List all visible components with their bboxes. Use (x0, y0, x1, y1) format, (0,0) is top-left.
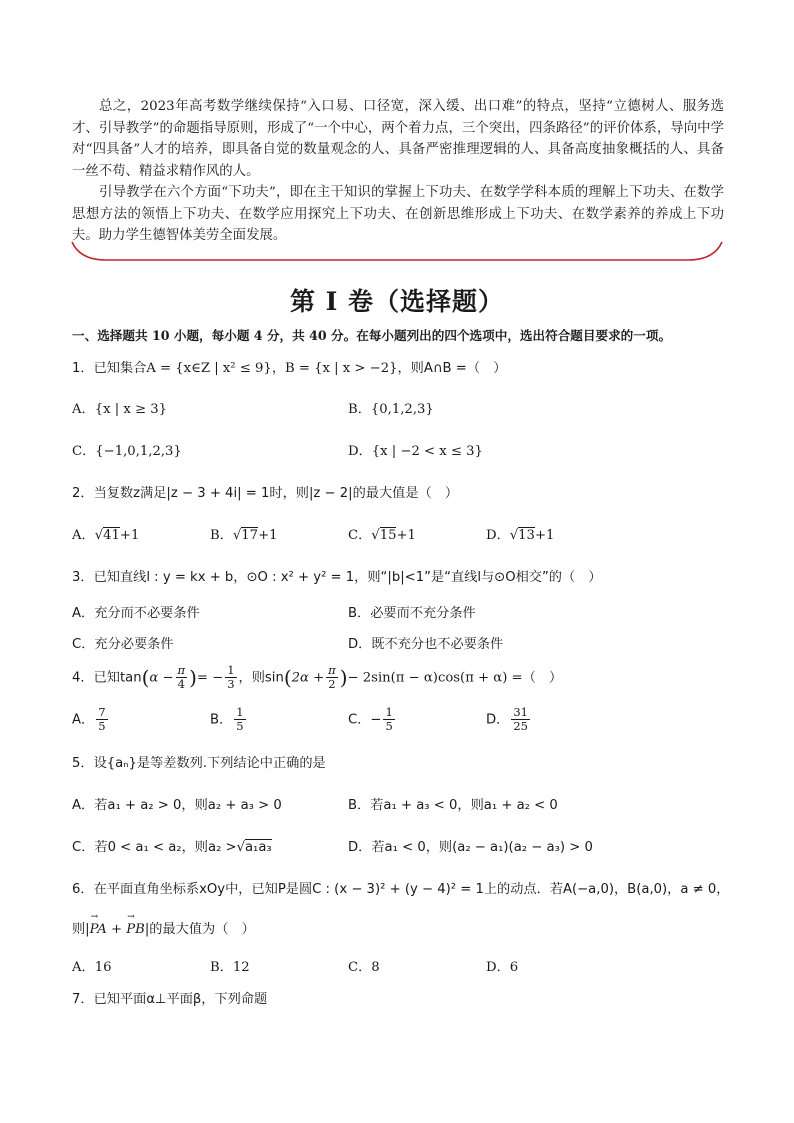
question-1-option-d[interactable]: D．{x | −2 < x ≤ 3} (348, 444, 483, 459)
question-1-option-b[interactable]: B．{0,1,2,3} (348, 402, 434, 417)
question-1-tail: ，则A∩B =（ ） (397, 361, 507, 376)
question-4-option-d[interactable]: D． $\frac{31}{25}$ (486, 705, 528, 733)
question-4: 4．已知tan(α − $\frac{\pi}{4}$ )= − $\frac{1}{3}$ ，则sin(2α + $\frac{\pi}{2}$ )− 2sin(π − α)cos(π + α) =（ ） (72, 663, 563, 691)
question-5-option-b[interactable]: B．若a₁ + a₃ < 0，则a₁ + a₂ < 0 (348, 798, 558, 813)
intro-paragraph-2: 引导教学在六个方面“下功夫”，即在主干知识的掌握上下功夫、在数学学科本质的理解上下功夫、在数学思想方法的领悟上下功夫、在数学应用探究上下功夫、在创新思维形成上下功夫、在数学素养的养成上下功夫。助力学生德智体美劳全面发展。 (72, 185, 724, 243)
question-2-option-d[interactable]: D．√13+1 (486, 528, 555, 543)
question-6-option-a[interactable]: A．16 (72, 960, 112, 975)
question-6-line-2: 则|→ PA + → PB|的最大值为（ ） (72, 918, 732, 937)
question-6-option-d[interactable]: D．6 (486, 960, 519, 975)
question-6-line-1: 6．在平面直角坐标系xOy中，已知P是圆C : (x − 3)² + (y − 4)² = 1上的动点．若A(−a,0)，B(a,0)，a ≠ 0， (72, 882, 730, 897)
question-6-option-b[interactable]: B．12 (210, 960, 250, 975)
question-2-option-c[interactable]: C．√15+1 (348, 528, 416, 543)
question-1-set-b: ，B = {x | x > −2} (271, 361, 398, 376)
section-title: 第 I 卷（选择题） (289, 287, 505, 316)
question-2: 2．当复数z满足|z − 3 + 4i| = 1时，则|z − 2|的最大值是（ ） (72, 486, 459, 501)
question-3-option-d[interactable]: D．既不充分也不必要条件 (348, 637, 504, 652)
question-1-option-c[interactable]: C．{−1,0,1,2,3} (72, 444, 182, 459)
intro-paragraph-1: 总之，2023年高考数学继续保持“入口易、口径宽，深入缓、出口难”的特点，坚持“立德树人、服务选才、引导教学”的命题指导原则，形成了“一个中心，两个着力点，三个突出，四条路径”的评价体系，导向中学对“四具备”人才的培养，即具备自觉的数量观念的人、具备严密推理逻辑的人、具备高度抽象概括的人、具备一丝不苟、精益求精作风的人。 (72, 99, 724, 179)
question-2-option-b[interactable]: B．√17+1 (210, 528, 278, 543)
question-3-option-a[interactable]: A．充分而不必要条件 (72, 606, 200, 621)
question-3-option-b[interactable]: B．必要而不充分条件 (348, 606, 476, 621)
question-1-set-a: A = {x∈Z | x² ≤ 9} (146, 361, 272, 376)
question-1-lead: 1．已知集合 (72, 361, 147, 376)
question-5-option-c[interactable]: C．若0 < a₁ < a₂，则a₂ >√a₁a₃ (72, 840, 272, 855)
question-6-option-c[interactable]: C．8 (348, 960, 380, 975)
question-1-option-a[interactable]: A．{x | x ≥ 3} (72, 402, 168, 417)
question-3-option-c[interactable]: C．充分必要条件 (72, 637, 174, 652)
question-4-option-a[interactable]: A． $\frac{7}{5}$ (72, 705, 106, 733)
question-5: 5．设{aₙ}是等差数列.下列结论中正确的是 (72, 756, 326, 771)
intro-text (72, 96, 724, 247)
question-3: 3．已知直线l : y = kx + b，⊙O : x² + y² = 1，则“|b|<1”是“直线l与⊙O相交”的（ ） (72, 570, 602, 585)
question-7: 7．已知平面α⊥平面β，下列命题 (72, 992, 268, 1007)
question-4-option-b[interactable]: B． $\frac{1}{5}$ (210, 705, 244, 733)
question-2-option-a[interactable]: A．√41+1 (72, 528, 140, 543)
question-1 (72, 357, 732, 376)
decorative-divider (66, 236, 728, 266)
question-5-option-a[interactable]: A．若a₁ + a₂ > 0，则a₂ + a₃ > 0 (72, 798, 282, 813)
question-5-option-d[interactable]: D．若a₁ < 0，则(a₂ − a₁)(a₂ − a₃) > 0 (348, 840, 593, 855)
section-instruction: 一、选择题共 10 小题，每小题 4 分，共 40 分。在每小题列出的四个选项中，选出符合题目要求的一项。 (72, 328, 672, 343)
question-4-option-c[interactable]: C．− $\frac{1}{5}$ (348, 705, 393, 733)
